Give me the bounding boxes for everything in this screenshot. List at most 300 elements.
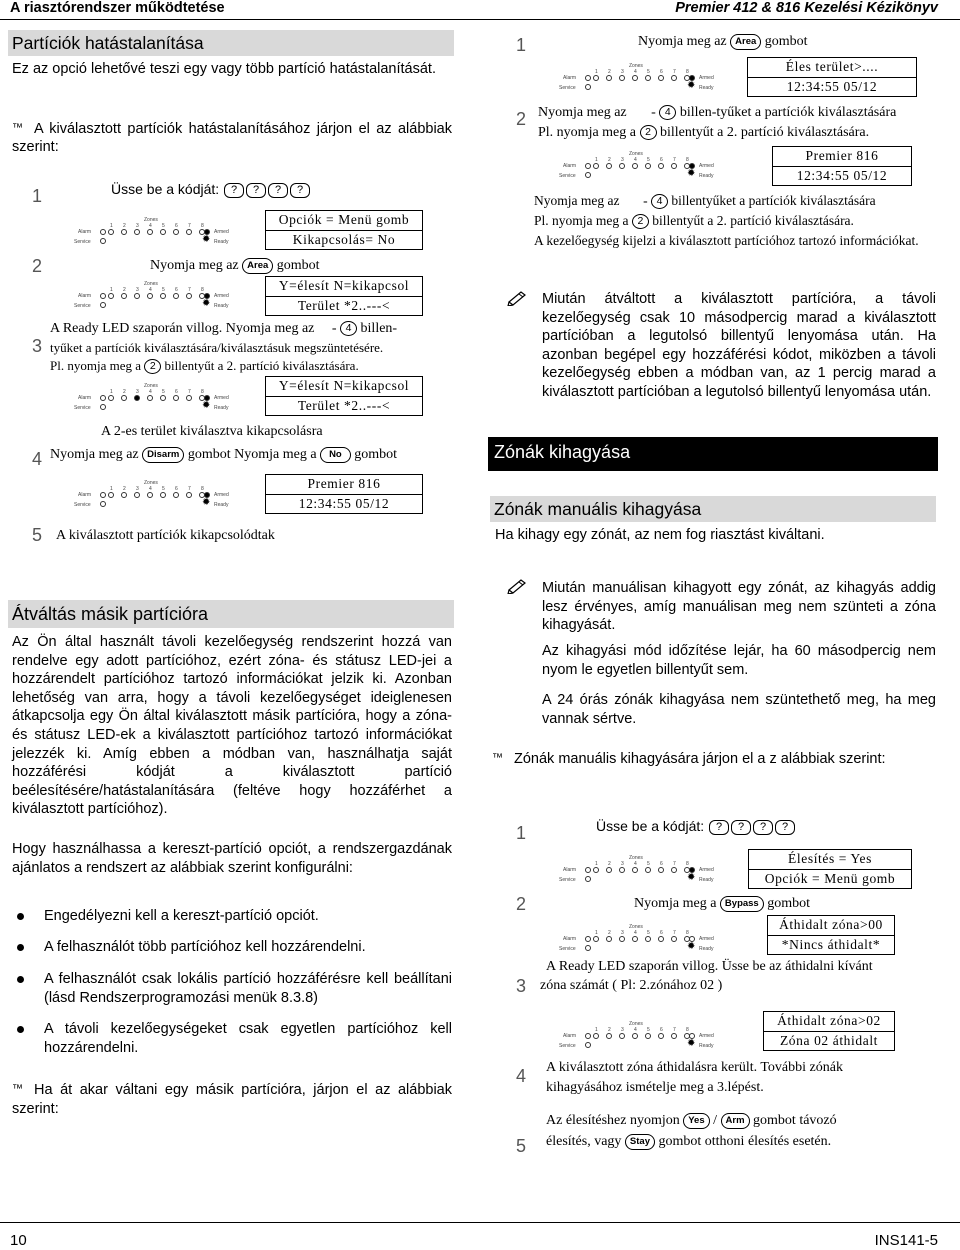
bypass-intro: Ha kihagy egy zónát, az nem fog riasztást kiváltani. — [495, 527, 825, 543]
service-led — [585, 945, 591, 951]
zone-number: 4 — [149, 389, 152, 395]
zone-led — [671, 936, 677, 942]
step-text: A kezelőegység kijelzi a kiválasztott partícióhoz tartozó információkat. — [534, 232, 919, 248]
subsection-title-bypass: Zónák manuális kihagyása — [490, 496, 936, 522]
service-led — [585, 84, 591, 90]
alarm-led — [585, 163, 591, 169]
step-number: 1 — [32, 186, 43, 206]
key-q: ? — [709, 820, 729, 835]
zone-led — [606, 75, 612, 81]
step-text: - — [643, 193, 648, 208]
zone-number: 4 — [149, 287, 152, 293]
zone-led — [121, 492, 127, 498]
step-text: Nyomja meg az — [638, 34, 727, 49]
switch-instruction: Ha át akar váltani egy másik partícióra, járjon el az alábbiak szerint: — [12, 1082, 452, 1117]
zone-led — [160, 492, 166, 498]
zone-number: 1 — [110, 223, 113, 229]
zone-led — [173, 229, 179, 235]
step-text: billentyűt a 2. partíció kiválasztására. — [164, 357, 359, 373]
zone-number: 8 — [686, 861, 689, 867]
zone-number: 6 — [175, 486, 178, 492]
step-text: Nyomja meg a — [634, 896, 717, 911]
zone-number: 4 — [634, 69, 637, 75]
zone-number: 7 — [188, 486, 191, 492]
arm-key: Arm — [721, 1113, 750, 1129]
ready-led: ✹ — [202, 234, 211, 245]
zone-number: 5 — [162, 223, 165, 229]
bypass-step4 — [546, 1058, 843, 1098]
key-q: ? — [753, 820, 773, 835]
alarm-led — [100, 492, 106, 498]
zone-led — [671, 867, 677, 873]
bypass-step1 — [596, 818, 796, 836]
switch-step3 — [534, 193, 954, 250]
zone-led — [619, 936, 625, 942]
alarm-label: Alarm — [563, 1033, 577, 1039]
armed-label: Armed — [699, 163, 714, 169]
step-number: 2 — [32, 256, 43, 276]
key-4: 4 — [340, 321, 357, 336]
step-text: gombot Nyomja meg a — [187, 447, 317, 462]
switch-paragraph: Az Ön által használt távoli kezelőegység rendszerint hozzá van rendelve egy adott partícióhoz, ezért zóna- és státusz LED-jei a hozzárendelt partícióhoz tartozó információkat jelzik ki. Azonban lehetőség van arra, hogy a távoli kezelőegységet ideiglenesen átkapcsolja egy Ön által kiválasztott másik partícióra, hogy a zóna- és státusz LED-ek a kiválasztott partícióhoz tartozó információkat jelezzék ki. Amíg ebben a módban van, használhatja saját hozzáférési kódját a kiválasztott partíció beélesítésére/hatástalanítására (feltéve hogy hozzáférhet a kiválasztott partícióhoz). — [12, 634, 452, 818]
lcd-display — [265, 376, 423, 416]
zone-number: 6 — [175, 287, 178, 293]
zone-number: 5 — [647, 157, 650, 163]
zone-led — [593, 867, 599, 873]
zone-led — [619, 163, 625, 169]
key-4: 4 — [659, 105, 676, 120]
area-key: Area — [730, 34, 761, 50]
bypass-instruction: Zónák manuális kihagyására járjon el a z alábbiak szerint: — [514, 751, 886, 767]
zone-led — [173, 492, 179, 498]
zone-led — [645, 936, 651, 942]
step-number: 5 — [32, 525, 43, 545]
zone-led — [108, 229, 114, 235]
lcd-line: Élesítés = Yes — [788, 851, 872, 866]
step-text: Nyomja meg az — [534, 193, 620, 208]
alarm-label: Alarm — [563, 936, 577, 942]
zone-number: 4 — [634, 157, 637, 163]
zone-number: 4 — [634, 1027, 637, 1033]
ready-led: ✹ — [202, 298, 211, 309]
step-text: gombot távozó — [753, 1113, 837, 1128]
lcd-display — [265, 474, 423, 514]
armed-label: Armed — [214, 492, 229, 498]
ready-led: ✹ — [202, 497, 211, 508]
zone-number: 6 — [660, 157, 663, 163]
zone-number: 2 — [608, 861, 611, 867]
lcd-display — [767, 915, 895, 955]
key-q: ? — [246, 183, 266, 198]
zone-led — [658, 867, 664, 873]
zone-number: 1 — [110, 389, 113, 395]
no-key: No — [320, 447, 351, 463]
zone-number: 8 — [686, 930, 689, 936]
service-led — [100, 302, 106, 308]
section-title-disarm: Partíciók hatástalanítása — [8, 30, 454, 56]
key-q: ? — [290, 183, 310, 198]
bullet — [17, 976, 24, 983]
bypass-note3: A 24 órás zónák kihagyása nem szüntethető meg, ha meg vannak sértve. — [542, 692, 936, 727]
service-led — [100, 501, 106, 507]
zone-number: 7 — [673, 69, 676, 75]
step-text: Pl. nyomja meg a — [50, 357, 141, 373]
zone-led — [134, 229, 140, 235]
footer-rule — [0, 1222, 960, 1223]
lcd-line: Áthidalt zóna>02 — [777, 1013, 881, 1028]
ready-led: ✹ — [687, 941, 696, 952]
armed-label: Armed — [699, 1033, 714, 1039]
key-q: ? — [731, 820, 751, 835]
keypad-panel — [557, 925, 725, 953]
zone-number: 8 — [686, 1027, 689, 1033]
disarm-step2 — [150, 257, 320, 275]
zone-number: 3 — [621, 157, 624, 163]
zone-led — [173, 293, 179, 299]
tm-mark: ™ — [492, 752, 503, 764]
zone-led — [632, 163, 638, 169]
switch-note: Miután átváltott a kiválasztott partícióra, a távoli kezelőegység csak 10 másodpercig marad a kiválasztott partícióban a legutolsó billentyű lenyomása után. Ha azonban begépel egy hozzáférési kódot, miközben a távoli kezelőegység ebben a módban van, az 1 percig marad a kiválasztott partícióban a legutolsó billentyű lenyomása után. — [542, 291, 936, 400]
disarm-intro: Ez az opció lehetővé teszi egy vagy több partíció hatástalanítását. — [12, 61, 436, 77]
alarm-label: Alarm — [78, 293, 92, 299]
zone-led — [593, 1033, 599, 1039]
keypad-panel — [557, 152, 725, 180]
zone-number: 4 — [634, 861, 637, 867]
ready-led: ✹ — [687, 80, 696, 91]
zone-number: 1 — [595, 861, 598, 867]
alarm-led — [585, 936, 591, 942]
step-text: billentyűket a partíciók kiválasztására — [671, 193, 876, 208]
zone-led — [619, 75, 625, 81]
zone-led — [121, 293, 127, 299]
zone-number: 2 — [123, 389, 126, 395]
lcd-line: Terület *2..---< — [266, 296, 422, 315]
bullet-text: A távoli kezelőegységeket csak egyetlen partícióhoz kell hozzárendelni. — [44, 1021, 452, 1056]
yes-key: Yes — [683, 1113, 709, 1129]
zone-number: 1 — [110, 486, 113, 492]
step-number: 1 — [516, 35, 527, 55]
area-key: Area — [242, 258, 273, 274]
zone-number: 7 — [673, 930, 676, 936]
bypass-step5 — [546, 1110, 837, 1152]
zone-led — [619, 867, 625, 873]
zones-label: Zones — [144, 281, 158, 287]
step-text: Nyomja meg az — [538, 105, 627, 120]
step-number: 4 — [516, 1066, 527, 1086]
zone-number: 5 — [647, 1027, 650, 1033]
zone-led — [645, 163, 651, 169]
page-header — [0, 0, 960, 20]
zone-led — [658, 1033, 664, 1039]
bullet-text: A felhasználót több partícióhoz kell hozzárendelni. — [44, 939, 366, 955]
tm-mark: ™ — [12, 1083, 23, 1095]
lcd-line: Opciók = Menü gomb — [278, 212, 410, 227]
disarm-step4 — [50, 446, 397, 464]
zone-number: 2 — [608, 1027, 611, 1033]
zone-led — [632, 867, 638, 873]
zone-led — [147, 395, 153, 401]
page-number: 10 — [10, 1232, 27, 1249]
lcd-display — [772, 146, 912, 186]
zone-led — [147, 229, 153, 235]
step-text: - — [651, 105, 656, 120]
zone-led — [186, 492, 192, 498]
zones-label: Zones — [629, 924, 643, 930]
step-text: billen- — [360, 321, 398, 336]
zone-led — [671, 163, 677, 169]
zone-number: 7 — [673, 861, 676, 867]
zone-led — [645, 867, 651, 873]
zone-led — [147, 492, 153, 498]
zone-number: 5 — [647, 930, 650, 936]
alarm-label: Alarm — [563, 75, 577, 81]
service-led — [585, 172, 591, 178]
lcd-line: Áthidalt zóna>00 — [779, 917, 883, 932]
lcd-line: 12:34:55 05/12 — [266, 494, 422, 513]
lcd-line: Éles terület>.... — [785, 59, 879, 74]
section-title-switch: Átváltás másik partícióra — [8, 600, 454, 628]
zone-led — [593, 936, 599, 942]
key-4: 4 — [651, 194, 668, 209]
alarm-led — [100, 229, 106, 235]
zone-led — [160, 293, 166, 299]
zone-number: 6 — [660, 861, 663, 867]
lcd-line: Premier 816 — [307, 476, 381, 491]
service-label: Service — [559, 173, 576, 179]
step-number: 3 — [32, 336, 43, 356]
step-text: billentyűt a 2. partíció kiválasztására. — [652, 212, 854, 228]
zone-number: 1 — [595, 157, 598, 163]
zone-number: 3 — [136, 287, 139, 293]
service-led — [100, 238, 106, 244]
zone-number: 7 — [673, 1027, 676, 1033]
step-number: 3 — [516, 976, 527, 996]
zones-label: Zones — [629, 1021, 643, 1027]
alarm-label: Alarm — [78, 229, 92, 235]
zone-led — [632, 1033, 638, 1039]
key-2: 2 — [640, 125, 657, 140]
keypad-panel — [72, 218, 240, 246]
bypass-key: Bypass — [720, 896, 764, 912]
alarm-led — [585, 75, 591, 81]
zone-number: 3 — [621, 930, 624, 936]
zone-led — [108, 395, 114, 401]
step-text: gombot — [276, 258, 320, 273]
keypad-panel — [557, 1022, 725, 1050]
step-text: Nyomja meg az — [150, 258, 239, 273]
service-label: Service — [559, 877, 576, 883]
zone-led — [108, 293, 114, 299]
keypad-panel — [557, 856, 725, 884]
service-led — [585, 876, 591, 882]
lcd-line: 12:34:55 05/12 — [773, 166, 911, 185]
ready-label: Ready — [699, 173, 714, 179]
zones-label: Zones — [144, 383, 158, 389]
disarm-instruction: A kiválasztott partíciók hatástalanításához járjon el az alábbiak szerint: — [12, 121, 452, 156]
bullet-text: Engedélyezni kell a kereszt-partíció opciót. — [44, 908, 319, 924]
bullet — [17, 944, 24, 951]
zone-number: 1 — [595, 1027, 598, 1033]
step-text: Üsse be a kódját: — [596, 818, 705, 834]
bypass-step2 — [634, 895, 810, 913]
ready-label: Ready — [214, 303, 229, 309]
alarm-led — [585, 1033, 591, 1039]
step-text: tyűket a partíciók kiválasztására/kiválasztásuk megszüntetésére. — [50, 339, 384, 355]
zone-led — [645, 75, 651, 81]
zone-number: 3 — [136, 223, 139, 229]
step-text: gombot otthoni élesítés esetén. — [658, 1134, 832, 1149]
zone-number: 1 — [595, 69, 598, 75]
zone-number: 6 — [175, 223, 178, 229]
document-code: INS141-5 — [874, 1232, 938, 1249]
zone-led — [186, 293, 192, 299]
step-text: Üsse be a kódját: — [111, 181, 220, 197]
step-text: Nyomja meg az — [50, 447, 139, 462]
key-q: ? — [224, 183, 244, 198]
zone-led — [619, 1033, 625, 1039]
zone-number: 3 — [621, 1027, 624, 1033]
disarm-key: Disarm — [142, 447, 184, 463]
alarm-label: Alarm — [563, 163, 577, 169]
zone-led — [134, 293, 140, 299]
ready-label: Ready — [699, 1043, 714, 1049]
zone-number: 1 — [110, 287, 113, 293]
zone-number: 5 — [162, 486, 165, 492]
lcd-line: Terület *2..---< — [266, 396, 422, 415]
service-label: Service — [74, 303, 91, 309]
bullet — [17, 1026, 24, 1033]
service-label: Service — [74, 502, 91, 508]
zone-led — [160, 395, 166, 401]
zone-number: 4 — [149, 486, 152, 492]
step-text: zóna számát ( Pl: 2.zónához 02 ) — [540, 978, 723, 993]
disarm-step5: A kiválasztott partíciók kikapcsolódtak — [56, 528, 275, 543]
zones-label: Zones — [144, 217, 158, 223]
armed-label: Armed — [699, 936, 714, 942]
switch-paragraph2: Hogy használhassa a kereszt-partíció opciót, a rendszergazdának ajánlatos a rendszert az alábbiak szerint konfigurálni: — [12, 841, 452, 876]
step-text: Pl. nyomja meg a — [534, 212, 629, 228]
keypad-panel — [72, 282, 240, 310]
disarm-step3 — [50, 320, 462, 374]
step-number: 1 — [516, 823, 527, 843]
zones-label: Zones — [629, 151, 643, 157]
lcd-display — [747, 57, 917, 97]
pencil-note-icon — [507, 288, 529, 306]
zone-led — [186, 395, 192, 401]
lcd-line: Premier 816 — [805, 148, 879, 163]
zone-number: 1 — [595, 930, 598, 936]
zone-led — [108, 492, 114, 498]
disarm-step1 — [111, 181, 311, 199]
armed-label: Armed — [699, 75, 714, 81]
lcd-line: *Nincs áthidalt* — [768, 935, 894, 954]
step-number: 4 — [32, 449, 43, 469]
step-number: 2 — [516, 894, 527, 914]
zone-number: 2 — [123, 223, 126, 229]
lcd-line: Opciók = Menü gomb — [749, 869, 911, 888]
keypad-panel — [72, 481, 240, 509]
zone-number: 7 — [188, 287, 191, 293]
zone-led — [134, 492, 140, 498]
alarm-led — [585, 867, 591, 873]
zone-number: 6 — [660, 930, 663, 936]
armed-label: Armed — [214, 293, 229, 299]
zone-number: 3 — [621, 69, 624, 75]
keypad-panel — [72, 384, 240, 412]
armed-label: Armed — [214, 395, 229, 401]
step-text: Pl. nyomja meg a — [538, 124, 636, 140]
zone-number: 6 — [175, 389, 178, 395]
zone-number: 7 — [188, 223, 191, 229]
zone-led — [593, 163, 599, 169]
zone-number: 8 — [201, 389, 204, 395]
ready-label: Ready — [214, 405, 229, 411]
ready-label: Ready — [699, 946, 714, 952]
step-text: billentyűt a 2. partíció kiválasztására. — [660, 124, 870, 140]
lcd-line: Zóna 02 áthidalt — [764, 1031, 894, 1050]
key-q: ? — [775, 820, 795, 835]
tm-mark: ™ — [12, 122, 23, 134]
step-text: kihagyásához ismételje meg a 3.lépést. — [546, 1080, 764, 1095]
bullet-text: A felhasználót csak lokális partíció hozzáférésre kell beállítani (lásd Rendszerprogramozási menük 8.3.8) — [44, 971, 452, 1006]
zone-led — [658, 163, 664, 169]
zone-led — [186, 229, 192, 235]
zone-number: 2 — [608, 157, 611, 163]
zone-number: 8 — [686, 69, 689, 75]
switch-step1 — [638, 33, 808, 51]
ready-label: Ready — [214, 502, 229, 508]
lcd-display — [748, 849, 912, 889]
zones-label: Zones — [144, 480, 158, 486]
step-text: A Ready LED szaporán villog. Üsse be az áthidalni kívánt — [546, 959, 873, 974]
zone-led — [632, 936, 638, 942]
zone-number: 2 — [123, 287, 126, 293]
header-left: A riasztórendszer működtetése — [10, 0, 225, 16]
zone-number: 3 — [621, 861, 624, 867]
zone-number: 7 — [188, 389, 191, 395]
pencil-note-icon — [507, 576, 529, 594]
step-text: billen-tyűket a partíciók kiválasztására — [679, 105, 897, 120]
ready-label: Ready — [699, 85, 714, 91]
step-text: A kiválasztott zóna áthidalásra került. További zónák — [546, 1060, 843, 1075]
keypad-panel — [557, 64, 725, 92]
lcd-display — [265, 210, 423, 250]
zone-led — [134, 395, 140, 401]
step-number: 5 — [516, 1136, 527, 1156]
alarm-led — [100, 395, 106, 401]
lcd-line: Y=élesít N=kikapcsol — [278, 278, 410, 293]
ready-led: ✹ — [687, 168, 696, 179]
step-number: 2 — [516, 109, 527, 129]
lcd-line: Y=élesít N=kikapcsol — [278, 378, 410, 393]
zone-led — [606, 1033, 612, 1039]
zone-led — [632, 75, 638, 81]
zone-number: 5 — [647, 861, 650, 867]
step-text: - — [331, 321, 337, 336]
lcd-display — [763, 1011, 895, 1051]
bypass-note1: Miután manuálisan kihagyott egy zónát, az kihagyás addig lesz érvényes, amíg manuálisan meg nem szünteti a zóna kihagyását. — [542, 580, 936, 634]
step-text: A Ready LED szaporán villog. Nyomja meg az — [50, 321, 315, 336]
zones-label: Zones — [629, 63, 643, 69]
step-text: Az élesítéshez nyomjon — [546, 1113, 680, 1128]
zone-led — [671, 75, 677, 81]
step-text: / — [713, 1113, 718, 1128]
zone-number: 3 — [136, 389, 139, 395]
zone-number: 8 — [201, 223, 204, 229]
zone-led — [121, 229, 127, 235]
zone-led — [160, 229, 166, 235]
zone-led — [593, 75, 599, 81]
